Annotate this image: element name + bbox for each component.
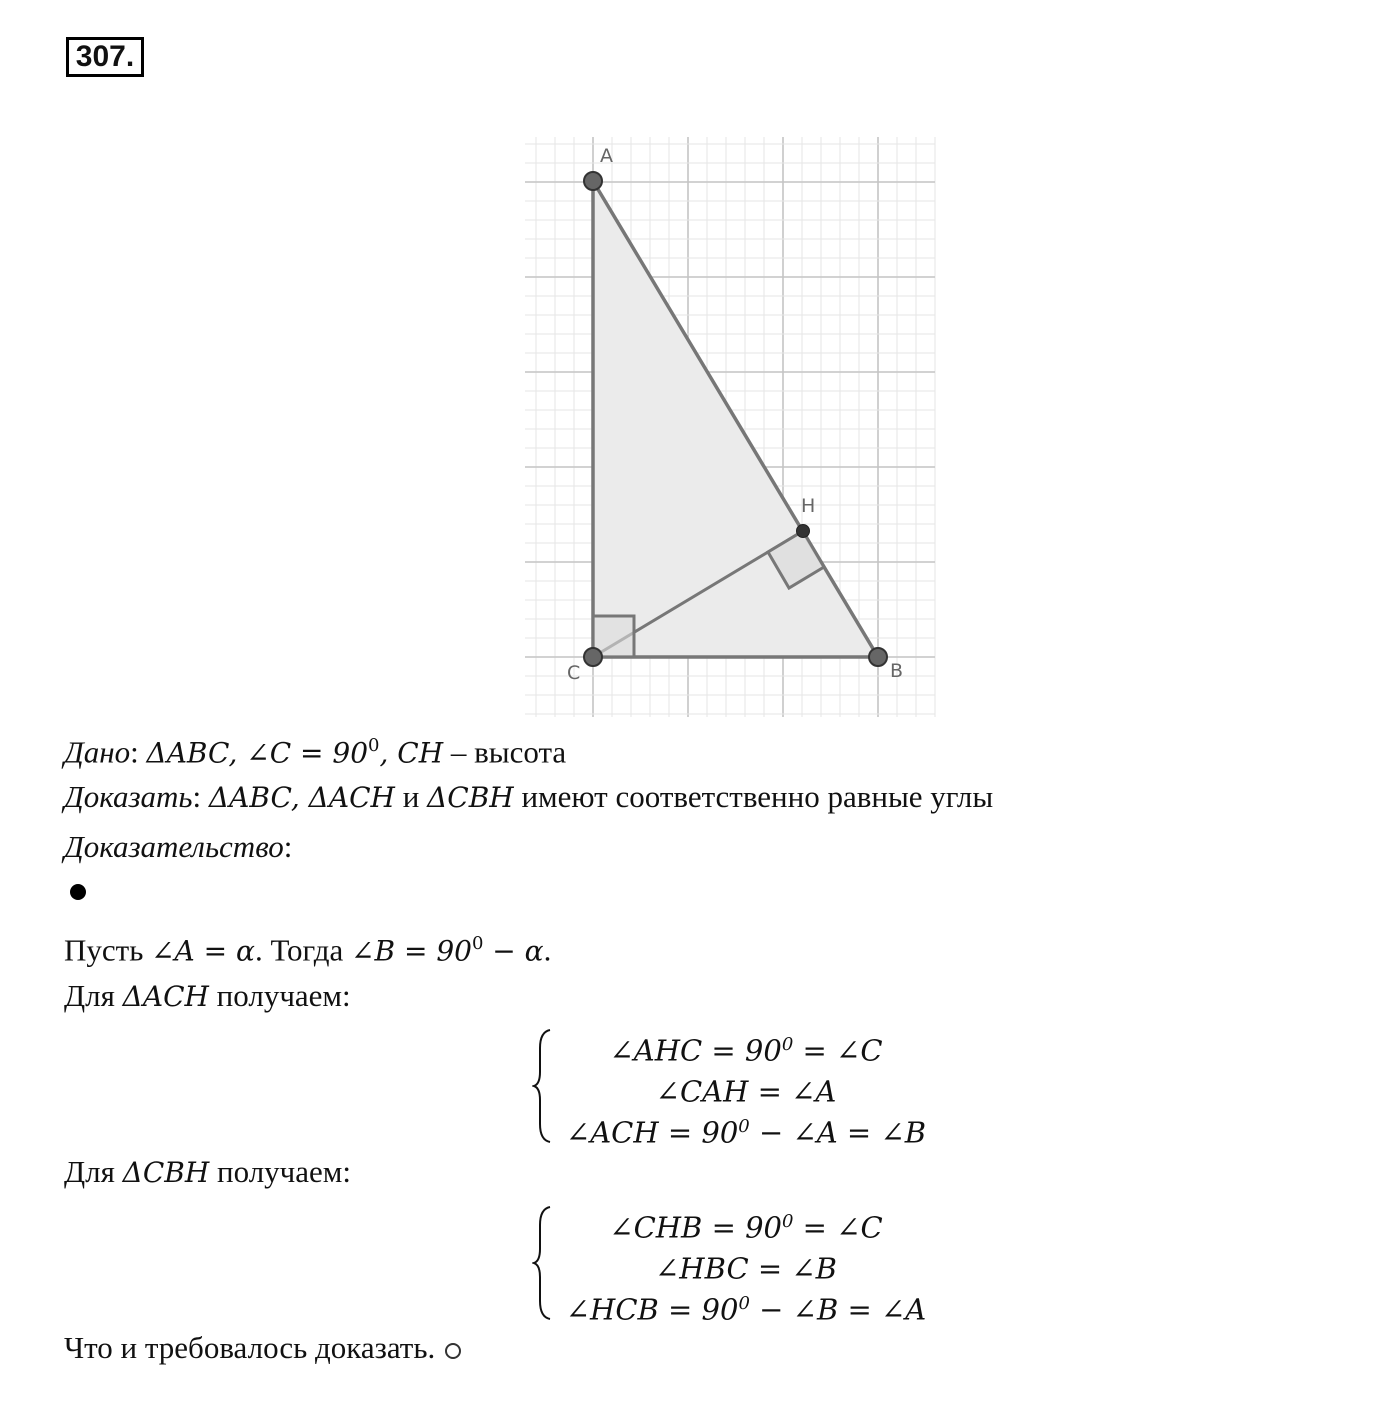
point-b [869, 648, 887, 666]
prove-and: и [394, 779, 428, 814]
proof-label: Доказательство [64, 829, 284, 864]
prove-label: Доказать [64, 779, 193, 814]
for-ach-t1: Для [64, 978, 123, 1013]
label-a: A [600, 145, 613, 167]
for-ach-m: ΔACH [122, 980, 209, 1013]
qed-line [64, 1330, 461, 1366]
given-label: Дано [64, 734, 131, 770]
system-ach-row-2: ∠CAH = ∠A [655, 1074, 837, 1109]
label-h: H [801, 495, 816, 517]
let-line [64, 926, 551, 969]
given-math: ΔABC, ∠C = 90 [146, 736, 369, 770]
for-cbh-t2: получаем: [209, 1154, 352, 1189]
let-sup: 0 [471, 933, 484, 954]
let-t1: Пусть [64, 932, 152, 968]
qed-text: Что и требовалось доказать. [64, 1330, 436, 1365]
for-ach-line [64, 978, 351, 1015]
prove-math2: ΔCBH [427, 781, 514, 814]
system-cbh-row-2: ∠HBC = ∠B [655, 1251, 837, 1286]
point-c [584, 648, 602, 666]
system-cbh [532, 1203, 942, 1329]
given-line: Дано: ΔABC, ∠C = $90^0$, CH – высота [64, 734, 567, 770]
bullet-point [70, 884, 86, 900]
let-m2: ∠B = 90 [351, 934, 472, 968]
given-math2: , CH [379, 736, 444, 770]
given-sup: 0 [368, 735, 380, 756]
system-cbh-row-3: ∠HCB = $90^0$ − ∠B = ∠A [565, 1292, 927, 1327]
for-cbh-line [64, 1154, 351, 1191]
system-ach-row-1: ∠AHC = $90^0$ = ∠C [609, 1033, 883, 1068]
given-rest: – высота [443, 734, 567, 770]
prove-math1: ΔABC, ΔACH [208, 781, 395, 814]
triangle-figure [520, 132, 940, 722]
triangle-abc [593, 181, 878, 657]
let-m1: ∠A = α [151, 934, 255, 968]
system-ach-row-3: ∠ACH = $90^0$ − ∠A = ∠B [565, 1115, 927, 1150]
problem-number: 307. [66, 37, 144, 77]
let-t2: . Тогда [254, 932, 352, 968]
let-t3: . [543, 932, 552, 968]
let-m3: − α [483, 934, 544, 968]
system-cbh-row-1: ∠CHB = $90^0$ = ∠C [609, 1210, 883, 1245]
for-cbh-t1: Для [64, 1154, 123, 1189]
system-ach [532, 1026, 942, 1152]
proof-heading: Доказательство: [64, 829, 293, 864]
for-cbh-m: ΔCBH [122, 1156, 210, 1189]
prove-rest: имеют соответственно равные углы [513, 779, 994, 814]
label-b: B [890, 660, 904, 682]
for-ach-t2: получаем: [208, 978, 351, 1013]
end-of-proof-icon [445, 1343, 461, 1359]
label-c: C [567, 662, 581, 684]
prove-line: Доказать: ΔABC, ΔACH и ΔCBH имеют соответственно равные углы [64, 779, 994, 814]
point-a [584, 172, 602, 190]
point-h [797, 525, 810, 538]
